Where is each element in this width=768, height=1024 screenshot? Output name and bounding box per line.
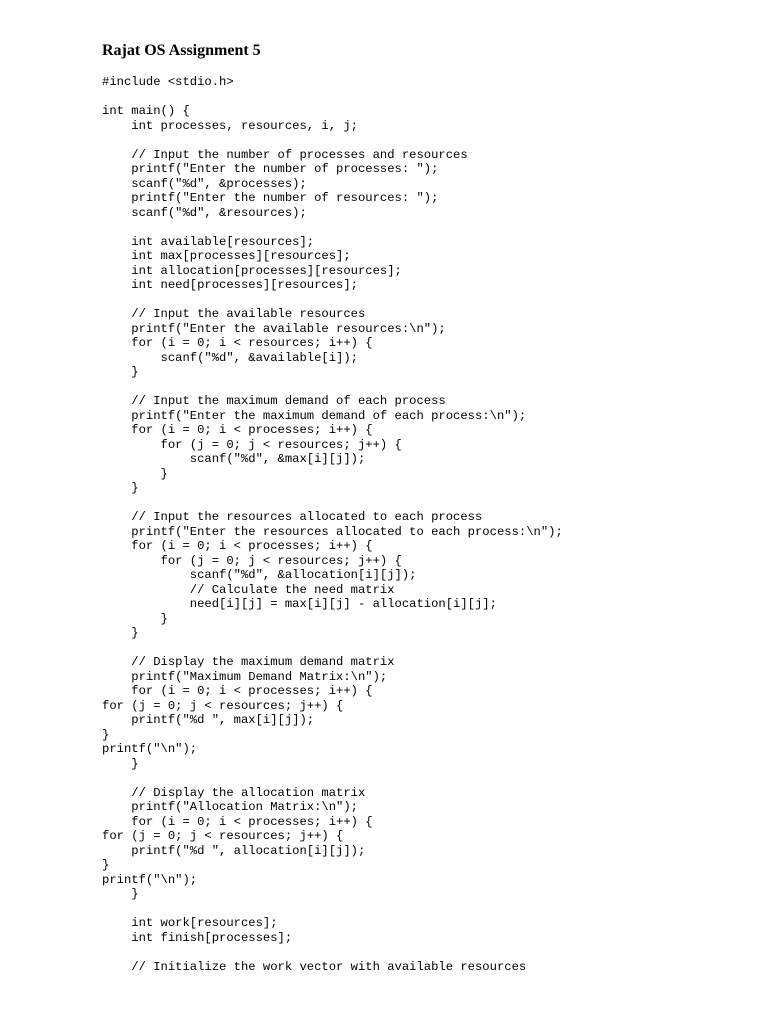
code-line bbox=[102, 771, 563, 786]
code-line bbox=[102, 293, 563, 308]
code-line: printf("%d ", allocation[i][j]); bbox=[102, 843, 366, 858]
code-line bbox=[102, 641, 563, 656]
code-line: int need[processes][resources]; bbox=[102, 278, 358, 292]
code-line: for (i = 0; i < resources; i++) { bbox=[102, 336, 373, 350]
code-line: } bbox=[102, 727, 110, 742]
code-line: printf("Maximum Demand Matrix:\n"); bbox=[102, 669, 388, 684]
code-line: // Initialize the work vector with available resources bbox=[102, 959, 527, 974]
code-line: printf("Allocation Matrix:\n"); bbox=[102, 800, 358, 814]
code-line: } bbox=[102, 611, 168, 626]
code-line bbox=[102, 496, 563, 511]
code-line: printf("\n"); bbox=[102, 742, 198, 756]
code-line: int available[resources]; bbox=[102, 234, 315, 249]
code-line: } bbox=[102, 858, 110, 872]
code-line: printf("Enter the number of resources: "); bbox=[102, 191, 439, 205]
code-line: for (i = 0; i < processes; i++) { bbox=[102, 539, 373, 553]
code-line: int finish[processes]; bbox=[102, 930, 293, 945]
code-line: #include <stdio.h> bbox=[102, 75, 234, 89]
code-line: scanf("%d", &available[i]); bbox=[102, 350, 358, 365]
code-line: // Input the number of processes and resources bbox=[102, 147, 468, 162]
code-line: // Display the allocation matrix bbox=[102, 785, 366, 800]
code-line: // Input the resources allocated to each process bbox=[102, 510, 483, 524]
code-line bbox=[102, 133, 563, 148]
code-line: printf("Enter the resources allocated to each process:\n"); bbox=[102, 524, 563, 539]
code-line: } bbox=[102, 887, 139, 901]
code-line bbox=[102, 220, 563, 235]
code-line: int processes, resources, i, j; bbox=[102, 118, 358, 133]
code-line: int max[processes][resources]; bbox=[102, 249, 351, 263]
code-line: scanf("%d", &allocation[i][j]); bbox=[102, 568, 417, 582]
code-line: for (j = 0; j < resources; j++) { bbox=[102, 437, 402, 452]
code-line: int allocation[processes][resources]; bbox=[102, 263, 402, 278]
code-line: printf("\n"); bbox=[102, 872, 198, 887]
code-line: scanf("%d", &resources); bbox=[102, 205, 307, 220]
code-line: printf("Enter the maximum demand of each process:\n"); bbox=[102, 408, 527, 423]
code-line: // Input the maximum demand of each process bbox=[102, 394, 446, 408]
code-line: // Input the available resources bbox=[102, 307, 366, 321]
code-line bbox=[102, 902, 563, 917]
code-line: for (i = 0; i < processes; i++) { bbox=[102, 423, 373, 437]
code-line bbox=[102, 380, 563, 395]
code-line: // Display the maximum demand matrix bbox=[102, 655, 395, 669]
code-line: for (j = 0; j < resources; j++) { bbox=[102, 698, 344, 713]
code-line bbox=[102, 90, 563, 105]
code-line: } bbox=[102, 365, 139, 379]
code-line: printf("Enter the number of processes: "); bbox=[102, 162, 439, 176]
code-line: for (i = 0; i < processes; i++) { bbox=[102, 684, 373, 698]
code-line: int main() { bbox=[102, 104, 190, 118]
code-line: scanf("%d", &processes); bbox=[102, 176, 307, 191]
code-line: for (j = 0; j < resources; j++) { bbox=[102, 553, 402, 568]
code-line: // Calculate the need matrix bbox=[102, 582, 395, 597]
code-line: printf("%d ", max[i][j]); bbox=[102, 713, 315, 727]
code-line: } bbox=[102, 481, 139, 495]
code-line: } bbox=[102, 626, 139, 640]
code-line: } bbox=[102, 756, 139, 771]
code-line: int work[resources]; bbox=[102, 916, 278, 930]
code-line: for (j = 0; j < resources; j++) { bbox=[102, 829, 344, 843]
code-line: scanf("%d", &max[i][j]); bbox=[102, 452, 366, 466]
code-listing bbox=[102, 75, 563, 974]
code-line: need[i][j] = max[i][j] - allocation[i][j]; bbox=[102, 597, 497, 611]
code-line: printf("Enter the available resources:\n"); bbox=[102, 321, 446, 336]
document-title: Rajat OS Assignment 5 bbox=[102, 42, 261, 59]
code-line: } bbox=[102, 466, 168, 481]
code-line bbox=[102, 945, 563, 960]
code-line: for (i = 0; i < processes; i++) { bbox=[102, 814, 373, 829]
